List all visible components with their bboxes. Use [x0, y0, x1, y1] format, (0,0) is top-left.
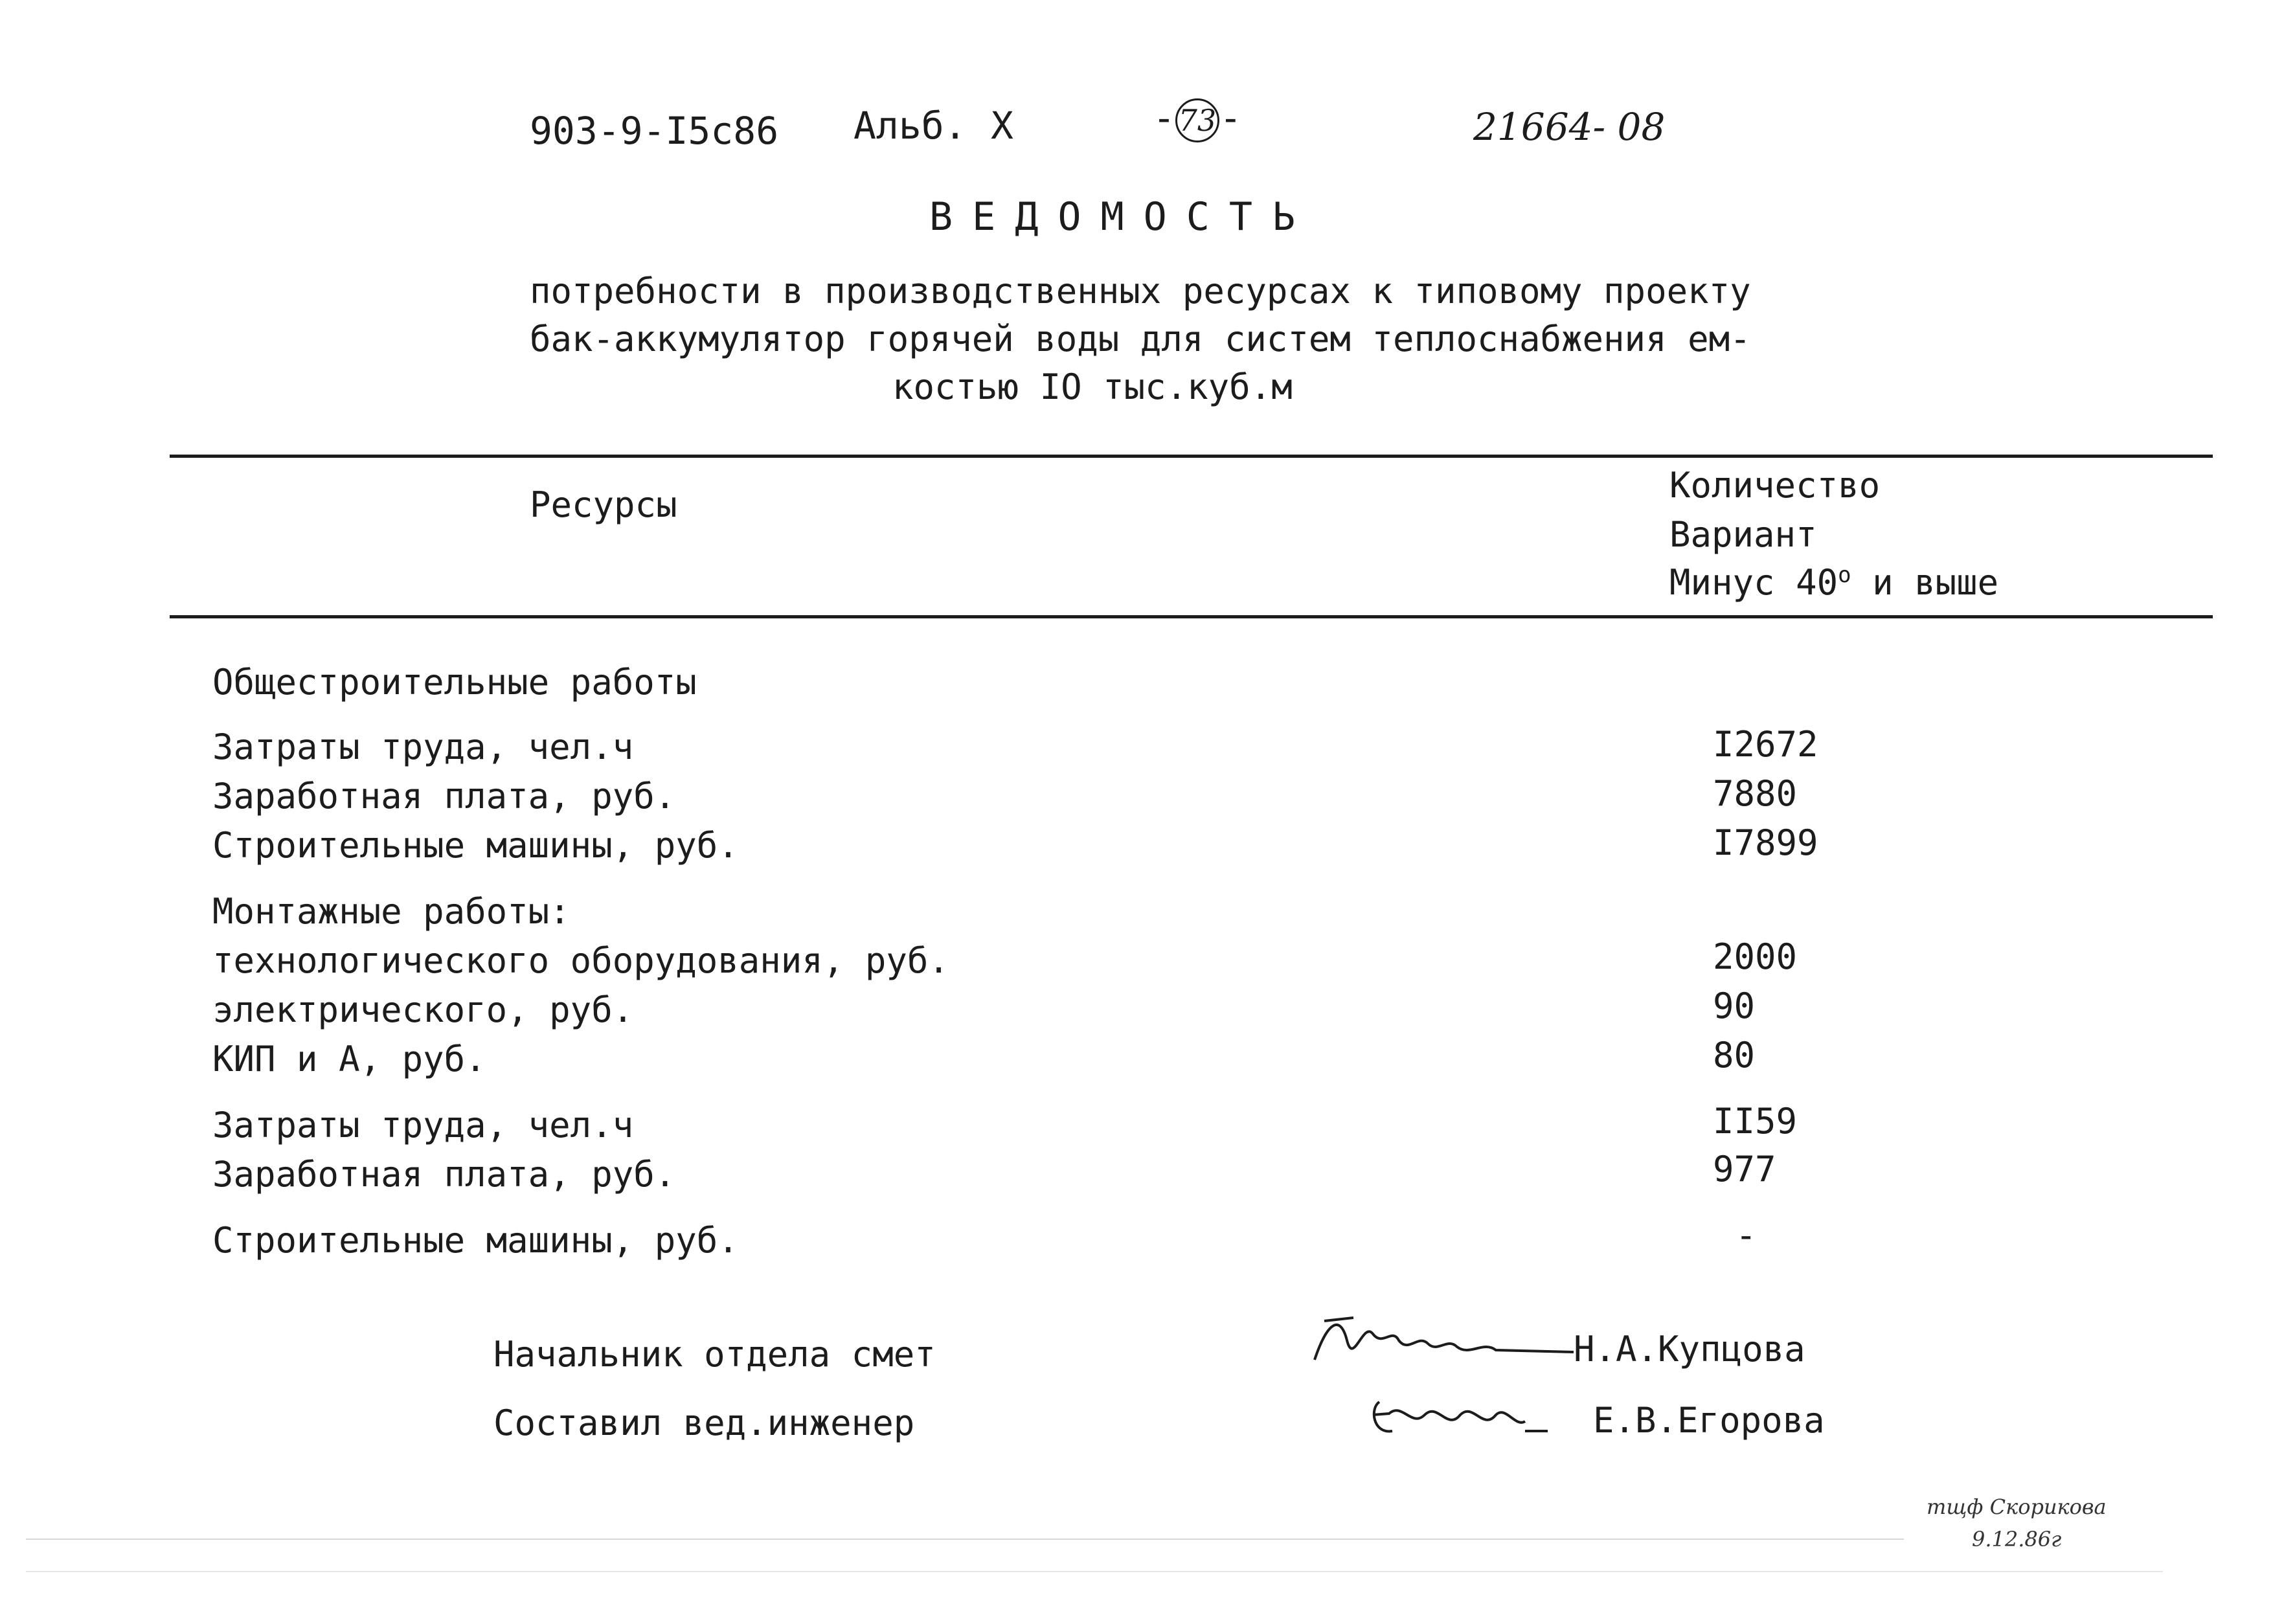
subtitle-line-3: костью IO тыс.куб.м	[892, 367, 1293, 407]
signature-role-head: Начальник отдела смет	[493, 1334, 936, 1375]
row-label: Строительные машины, руб.	[212, 825, 739, 866]
row-value: 2000	[1713, 936, 1798, 977]
row-label: электрического, руб.	[212, 989, 634, 1030]
registration-number: 21664- 08	[1473, 105, 1666, 149]
handwritten-note-line-1: тщф Скорикова	[1927, 1494, 2107, 1519]
handwritten-note-line-2: 9.12.86г	[1972, 1527, 2062, 1551]
row-value: II59	[1713, 1101, 1798, 1142]
column-header-quantity: Количество	[1669, 465, 1881, 506]
row-value: 90	[1713, 986, 1756, 1026]
row-label: КИП и А, руб.	[212, 1039, 486, 1079]
row-value: I2672	[1713, 724, 1818, 765]
row-value: 977	[1713, 1149, 1776, 1190]
table-header-rule	[170, 615, 2213, 618]
signature-role-engineer: Составил вед.инженер	[493, 1403, 915, 1443]
signature-name-engineer: Е.В.Егорова	[1593, 1400, 1825, 1441]
signature-name-head: Н.А.Купцова	[1574, 1329, 1805, 1370]
column-header-variant: Вариант	[1669, 514, 1817, 555]
column-header-variant-value	[1669, 562, 1998, 603]
scan-artifact-line	[26, 1571, 2163, 1572]
signature-scribble-head	[1302, 1302, 1593, 1379]
row-label: Заработная плата, руб.	[212, 776, 676, 817]
signature-scribble-engineer	[1366, 1376, 1554, 1447]
row-value: -	[1736, 1215, 1757, 1256]
row-label: Строительные машины, руб.	[212, 1220, 739, 1261]
page-number: - 73-	[1153, 96, 1242, 142]
album-label: Альб.	[854, 104, 967, 148]
subtitle-line-1: потребности в производственных ресурсах к типовому проекту	[530, 271, 1751, 311]
row-label: Затраты труда, чел.ч	[212, 1105, 634, 1145]
subtitle-line-2: бак-аккумулятор горячей воды для систем теплоснабжения ем-	[530, 319, 1751, 359]
row-label: Общестроительные работы	[212, 662, 697, 703]
row-label: Затраты труда, чел.ч	[212, 727, 634, 767]
column-header-resources: Ресурсы	[530, 484, 677, 525]
row-value: I7899	[1713, 822, 1818, 863]
project-code: 903-9-I5с86	[530, 109, 779, 153]
document-title: ВЕДОМОСТЬ	[929, 194, 1315, 240]
variant-value: Минус 40	[1669, 562, 1838, 603]
row-value: 7880	[1713, 773, 1798, 814]
page-number-circle: 73	[1175, 98, 1219, 142]
table-top-rule	[170, 455, 2213, 458]
degree-mark: о	[1838, 562, 1851, 588]
row-label: технологического оборудования, руб.	[212, 940, 949, 981]
row-label: Монтажные работы:	[212, 891, 571, 932]
album-number: X	[991, 104, 1013, 148]
row-value: 80	[1713, 1035, 1756, 1076]
scan-artifact-line	[26, 1539, 1904, 1540]
variant-suffix: и выше	[1872, 562, 1999, 603]
row-label: Заработная плата, руб.	[212, 1154, 676, 1195]
